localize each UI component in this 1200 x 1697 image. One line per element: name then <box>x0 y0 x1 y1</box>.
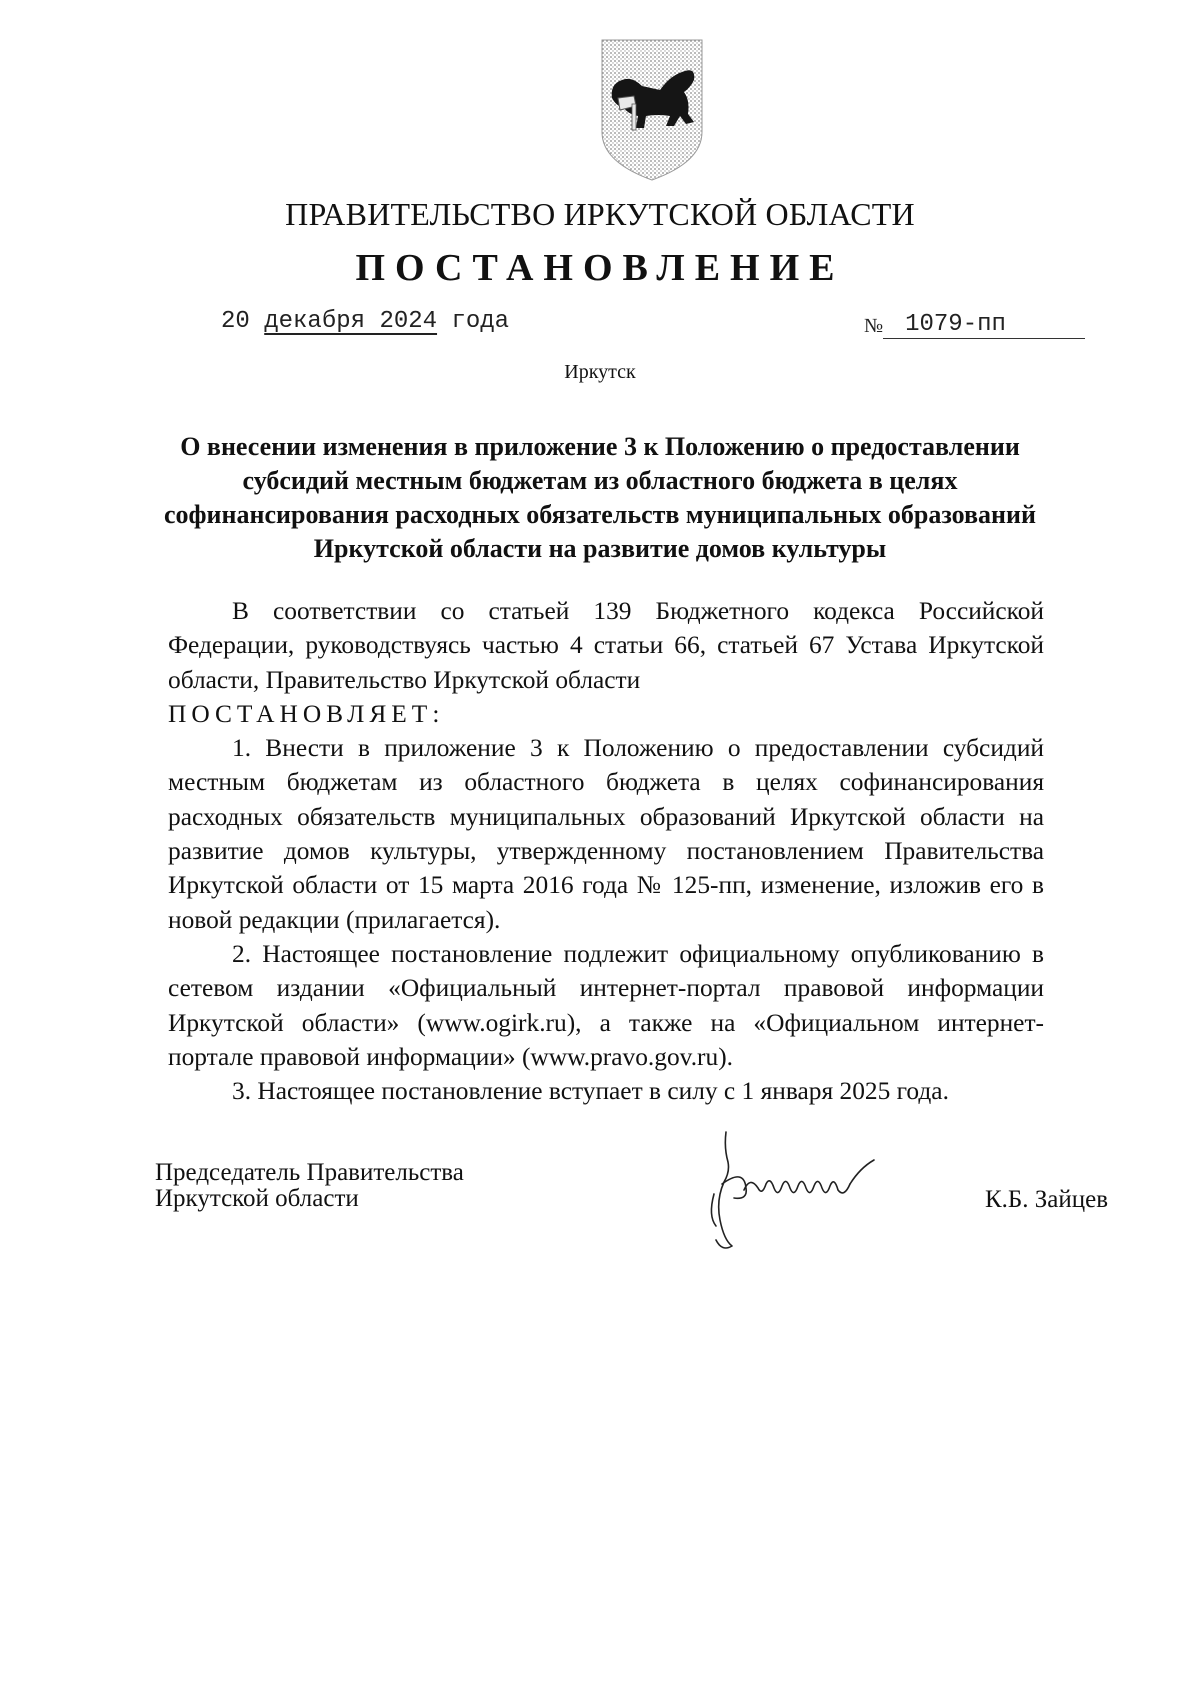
signer-position-line-1: Председатель Правительства <box>155 1159 464 1186</box>
date-day: 20 <box>221 308 250 335</box>
document-body <box>168 594 1044 1108</box>
decree-word: ПОСТАНОВЛЯЕТ: <box>168 699 445 728</box>
item-paragraph-1: 1. Внести в приложение 3 к Положению о предоставлении субсидий местным бюджетам из областного бюджета в целях софинансирования расходных обязательств муниципальных образований Иркутской области на развитие домов культуры, утвержденному постановлением Правительства Иркутской области от 15 марта 2016 года № 125-пп, изменение, изложив его в новой редакции (прилагается). <box>168 734 1044 934</box>
signer-name: К.Б. Зайцев <box>985 1186 1109 1213</box>
number-value: 1079-пп <box>883 312 1085 339</box>
city-name: Иркутск <box>564 361 636 383</box>
date-suffix: года <box>451 308 510 335</box>
signer-position <box>155 1160 464 1212</box>
date-month-year: декабря 2024 <box>264 308 438 335</box>
signer-position-line-2: Иркутской области <box>155 1185 359 1212</box>
preamble-paragraph: В соответствии со статьей 139 Бюджетного кодекса Российской Федерации, руководствуясь частью 4 статьи 66, статьей 67 Устава Иркутской области, Правительство Иркутской области <box>168 597 1044 694</box>
signature-image <box>704 1128 944 1278</box>
item-paragraph-3: 3. Настоящее постановление вступает в силу с 1 января 2025 года. <box>232 1077 949 1106</box>
number-sign: № <box>864 315 884 337</box>
government-name: ПРАВИТЕЛЬСТВО ИРКУТСКОЙ ОБЛАСТИ <box>285 196 915 232</box>
coat-of-arms-icon <box>598 36 706 184</box>
document-type-heading: ПОСТАНОВЛЕНИЕ <box>355 247 845 289</box>
item-paragraph-2: 2. Настоящее постановление подлежит официальному опубликованию в сетевом издании «Официальный интернет-портал правовой информации Иркутской области» (www.ogirk.ru), а также на «Официальном интернет-портале правовой информации» (www.pravo.gov.ru). <box>168 939 1044 1071</box>
document-title: О внесении изменения в приложение 3 к Положению о предоставлении субсидий местным бюджетам из областного бюджета в целях софинансирования расходных обязательств муниципальных образований Иркутской области на развитие домов культуры <box>164 432 1036 563</box>
document-date <box>221 308 509 335</box>
document-number <box>864 310 1085 339</box>
